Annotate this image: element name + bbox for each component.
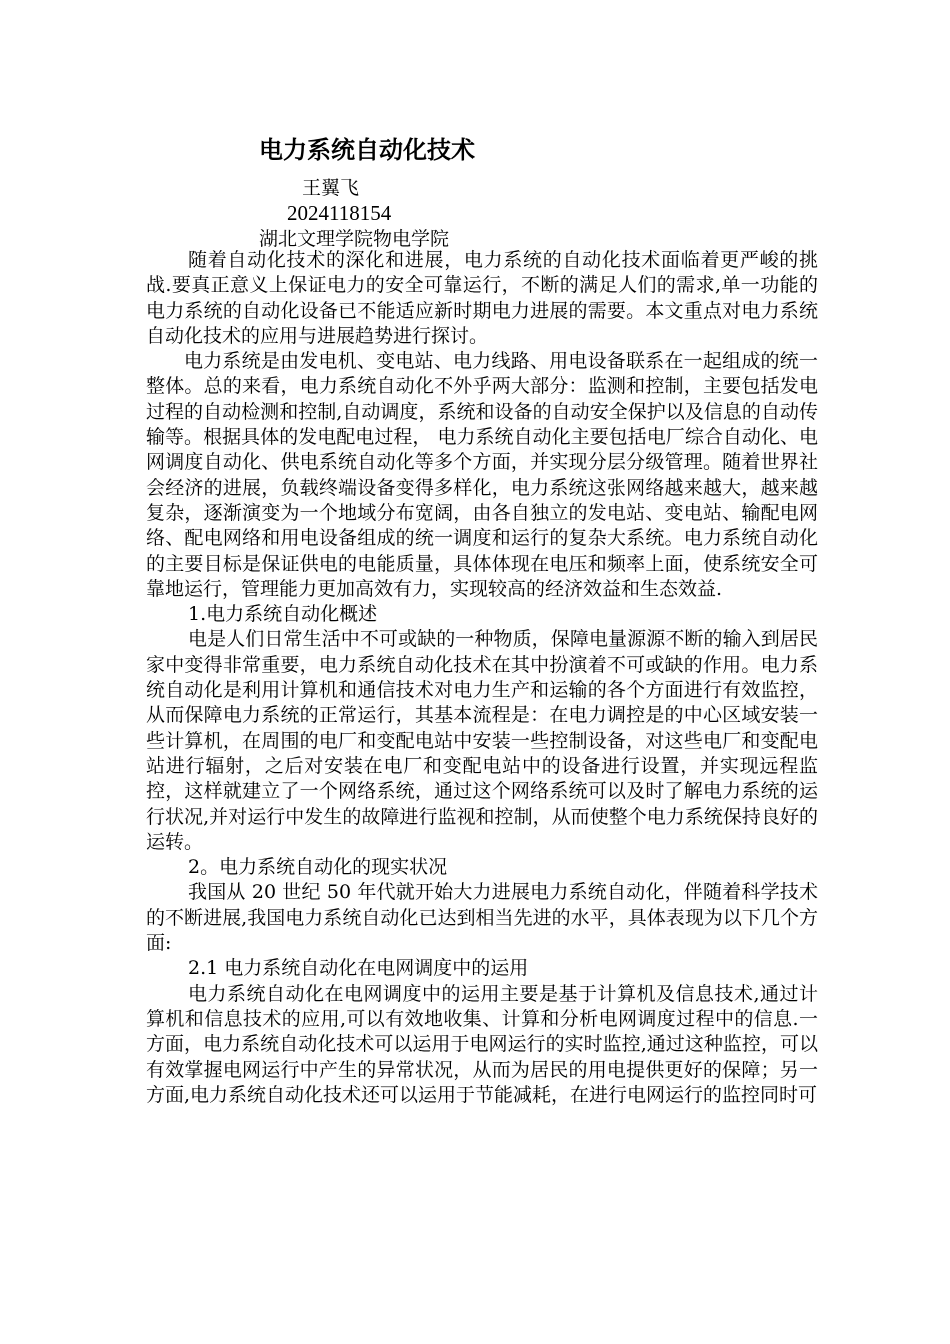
paragraph-section-1: 电是人们日常生活中不可或缺的一种物质，保障电量源源不断的输入到居民家中变得非常重要，电力系统自动化技术在其中扮演着不可或缺的作用。电力系统自动化是利用计算机和通信技术对电力生产和运输的各个方面进行有效监控，从而保障电力系统的正常运行，其基本流程是：在电力调控是的中心区域安装一些计算机，在周围的电厂和变配电站中安装一些控制设备，对这些电厂和变配电站进行辐射，之后对安装在电厂和变配电站中的设备进行设置，并实现远程监控，这样就建立了一个网络系统，通过这个网络系统可以及时了解电力系统的运行状况,并对运行中发生的故障进行监视和控制，从而使整个电力系统保持良好的运转。 [146,628,818,853]
paragraph-abstract: 随着自动化技术的深化和进展，电力系统的自动化技术面临着更严峻的挑战.要真正意义上保证电力的安全可靠运行，不断的满足人们的需求,单一功能的电力系统的自动化设备已不能适应新时期电力进展的需要。本文重点对电力系统自动化技术的应用与进展趋势进行探讨。 [146,249,818,347]
document-body [146,248,818,1108]
section-heading-2: 2。电力系统自动化的现实状况 [188,856,448,879]
document-title: 电力系统自动化技术 [259,136,475,164]
student-id: 2024118154 [287,201,392,225]
paragraph-intro: 电力系统是由发电机、变电站、电力线路、用电设备联系在一起组成的统一整体。总的来看，电力系统自动化不外乎两大部分：监测和控制，主要包括发电过程的自动检测和控制,自动调度，系统和设备的自动安全保护以及信息的自动传输等。根据具体的发电配电过程， 电力系统自动化主要包括电厂综合自动化、电网调度自动化、供电系统自动化等多个方面，并实现分层分级管理。随着世界社会经济的进展，负载终端设备变得多样化，电力系统这张网络越来越大，越来越复杂，逐渐演变为一个地域分布宽阔，由各自独立的发电站、变电站、输配电网络、配电网络和用电设备组成的统一调度和运行的复杂大系统。电力系统自动化的主要目标是保证供电的电能质量，具体体现在电压和频率上面，使系统安全可靠地运行，管理能力更加高效有力，实现较高的经济效益和生态效益. [146,350,818,600]
section-heading-2-1: 2.1 电力系统自动化在电网调度中的运用 [188,957,529,980]
paragraph-section-2: 我国从 20 世纪 50 年代就开始大力进展电力系统自动化，伴随着科学技术的不断进展,我国电力系统自动化已达到相当先进的水平，具体表现为以下几个方面: [146,881,818,955]
author-name: 王翼飞 [302,177,360,199]
section-heading-1: 1.电力系统自动化概述 [188,603,378,626]
paragraph-section-2-1: 电力系统自动化在电网调度中的运用主要是基于计算机及信息技术,通过计算机和信息技术的应用,可以有效地收集、计算和分析电网调度过程中的信息.一方面，电力系统自动化技术可以运用于电网运行的实时监控,通过这种监控，可以有效掌握电网运行中产生的异常状况，从而为居民的用电提供更好的保障；另一方面,电力系统自动化技术还可以运用于节能减耗，在进行电网运行的监控同时可 [146,982,818,1106]
school-name: 湖北文理学院物电学院 [259,228,450,250]
